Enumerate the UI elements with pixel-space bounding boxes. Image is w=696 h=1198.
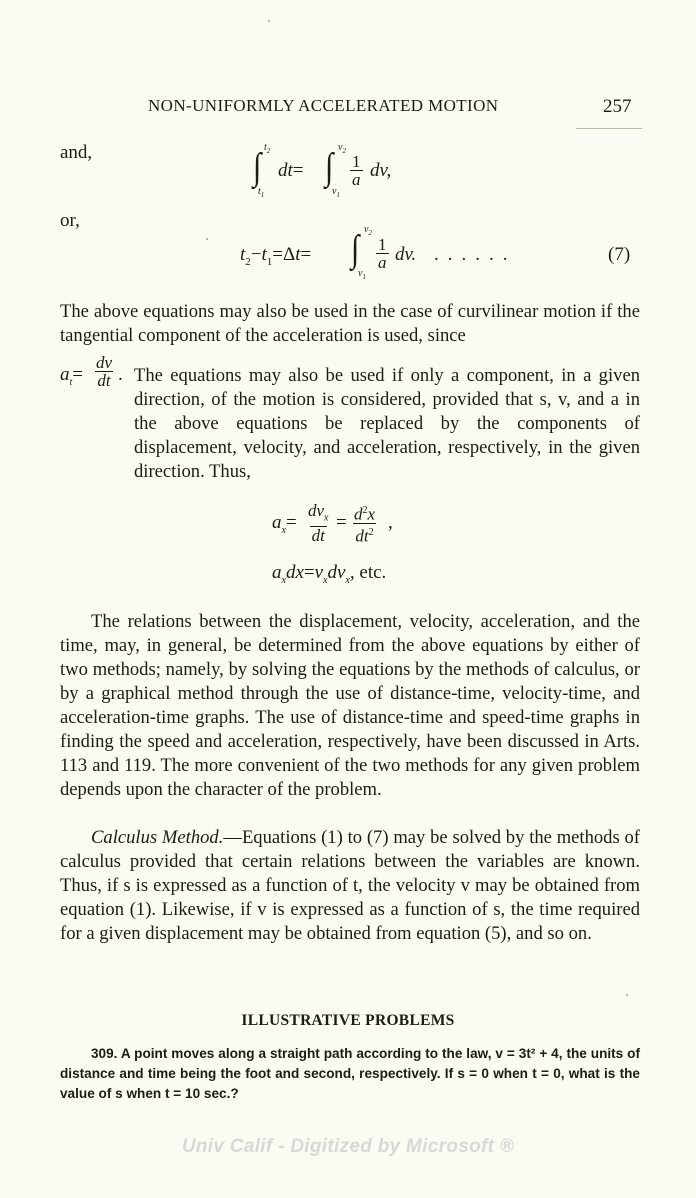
paragraph-1b-text: The equations may also be used if only a component, in a given direction, of the motion is considered, provided that s, v, and a in the above equations be replaced by the components of displacement, velocity, and acceleration, respectively, in the given direction. Thus, — [134, 365, 640, 482]
and-label: and, — [60, 142, 93, 163]
header-rule — [576, 128, 642, 129]
problem-309 — [60, 1044, 640, 1104]
paragraph-1 — [60, 300, 640, 348]
paragraph-2: The relations between the displacement, velocity, acceleration, and the time, may, in general, be determined from the above equations by either of two methods; namely, by solving the equations by the methods of calculus, or by a graphical method through the use of distance-time, velocity-time, and acceleration-time graphs. The use of distance-time and speed-time graphs in finding the speed and acceleration, respectively, have been discussed in Arts. 113 and 119. The more convenient of the two methods for any given problem depends upon the character of the problem. — [60, 611, 640, 800]
or-label: or, — [60, 210, 80, 231]
lower-limit-t1: $t_1$ — [258, 186, 265, 199]
integral-sign: ∫ — [325, 146, 334, 188]
equation-number: (7) — [608, 244, 631, 265]
scan-speck — [268, 20, 270, 22]
integral-sign: ∫ — [253, 146, 262, 188]
paragraph-1-text: The above equations may also be used in the case of curvilinear motion if the tangential component of the acceleration is used, since — [60, 301, 640, 346]
tangential-acceleration-formula: $a_t=$ $\frac{dv}{dt}$ . — [60, 353, 123, 390]
fraction-one-over-a: $\frac{1}{a}$ — [352, 152, 361, 189]
running-title: NON-UNIFORMLY ACCELERATED MOTION — [148, 96, 499, 115]
upper-limit-v2: $v_2$ — [364, 224, 372, 237]
page-number: 257 — [603, 96, 632, 117]
paragraph-1-continued — [134, 364, 640, 484]
integral-sign: ∫ — [351, 228, 360, 270]
paragraph-3 — [60, 826, 640, 946]
running-header — [0, 96, 696, 120]
scan-speck — [626, 994, 628, 996]
fraction-one-over-a: $\frac{1}{a}$ — [378, 235, 387, 272]
scan-speck — [206, 238, 208, 240]
problem-number: 309. — [91, 1046, 118, 1061]
equation-7: $t_2-t_1=\Delta t=$ ∫ $v_2$ $v_1$ $\frac{1}{a}$ dv. ...... (7) — [240, 224, 631, 281]
paragraph-3-text: —Equations (1) to (7) may be solved by the methods of calculus provided that certain relations between the variables are known. Thus, if s is expressed as a function of t, the velocity v may be obtained from equation (1). Likewise, if v is expressed as a function of s, the time required for a given displacement may be obtained from equation (5), and so on. — [60, 827, 640, 944]
equation-ax: $a_x=$ $dv_x$ dt = $\frac{d^2x}{dt^2}$ , — [272, 501, 393, 546]
upper-limit-v2: $v_2$ — [338, 142, 346, 155]
equation-axdx: $a_xdx=v_xdv_x$, etc. — [272, 562, 387, 586]
equation-integral-1: ∫ $t_2$ $t_1$ dt= ∫ $v_2$ $v_1$ $\frac{1}{a}$ dv, — [253, 142, 392, 199]
digitization-watermark: Univ Calif - Digitized by Microsoft ® — [181, 1136, 515, 1157]
lower-limit-v1: $v_1$ — [358, 268, 366, 281]
upper-limit-t2: $t_2$ — [264, 142, 271, 155]
section-heading: ILLUSTRATIVE PROBLEMS — [241, 1012, 455, 1029]
calculus-method-heading: Calculus Method. — [91, 827, 224, 848]
lower-limit-v1: $v_1$ — [332, 186, 340, 199]
problem-text: A point moves along a straight path according to the law, v = 3t² + 4, the units of distance and time being the foot and second, respectively. If s = 0 when t = 0, what is the value of s when t = 10 sec.? — [60, 1046, 640, 1101]
etc-text: etc. — [359, 562, 387, 583]
